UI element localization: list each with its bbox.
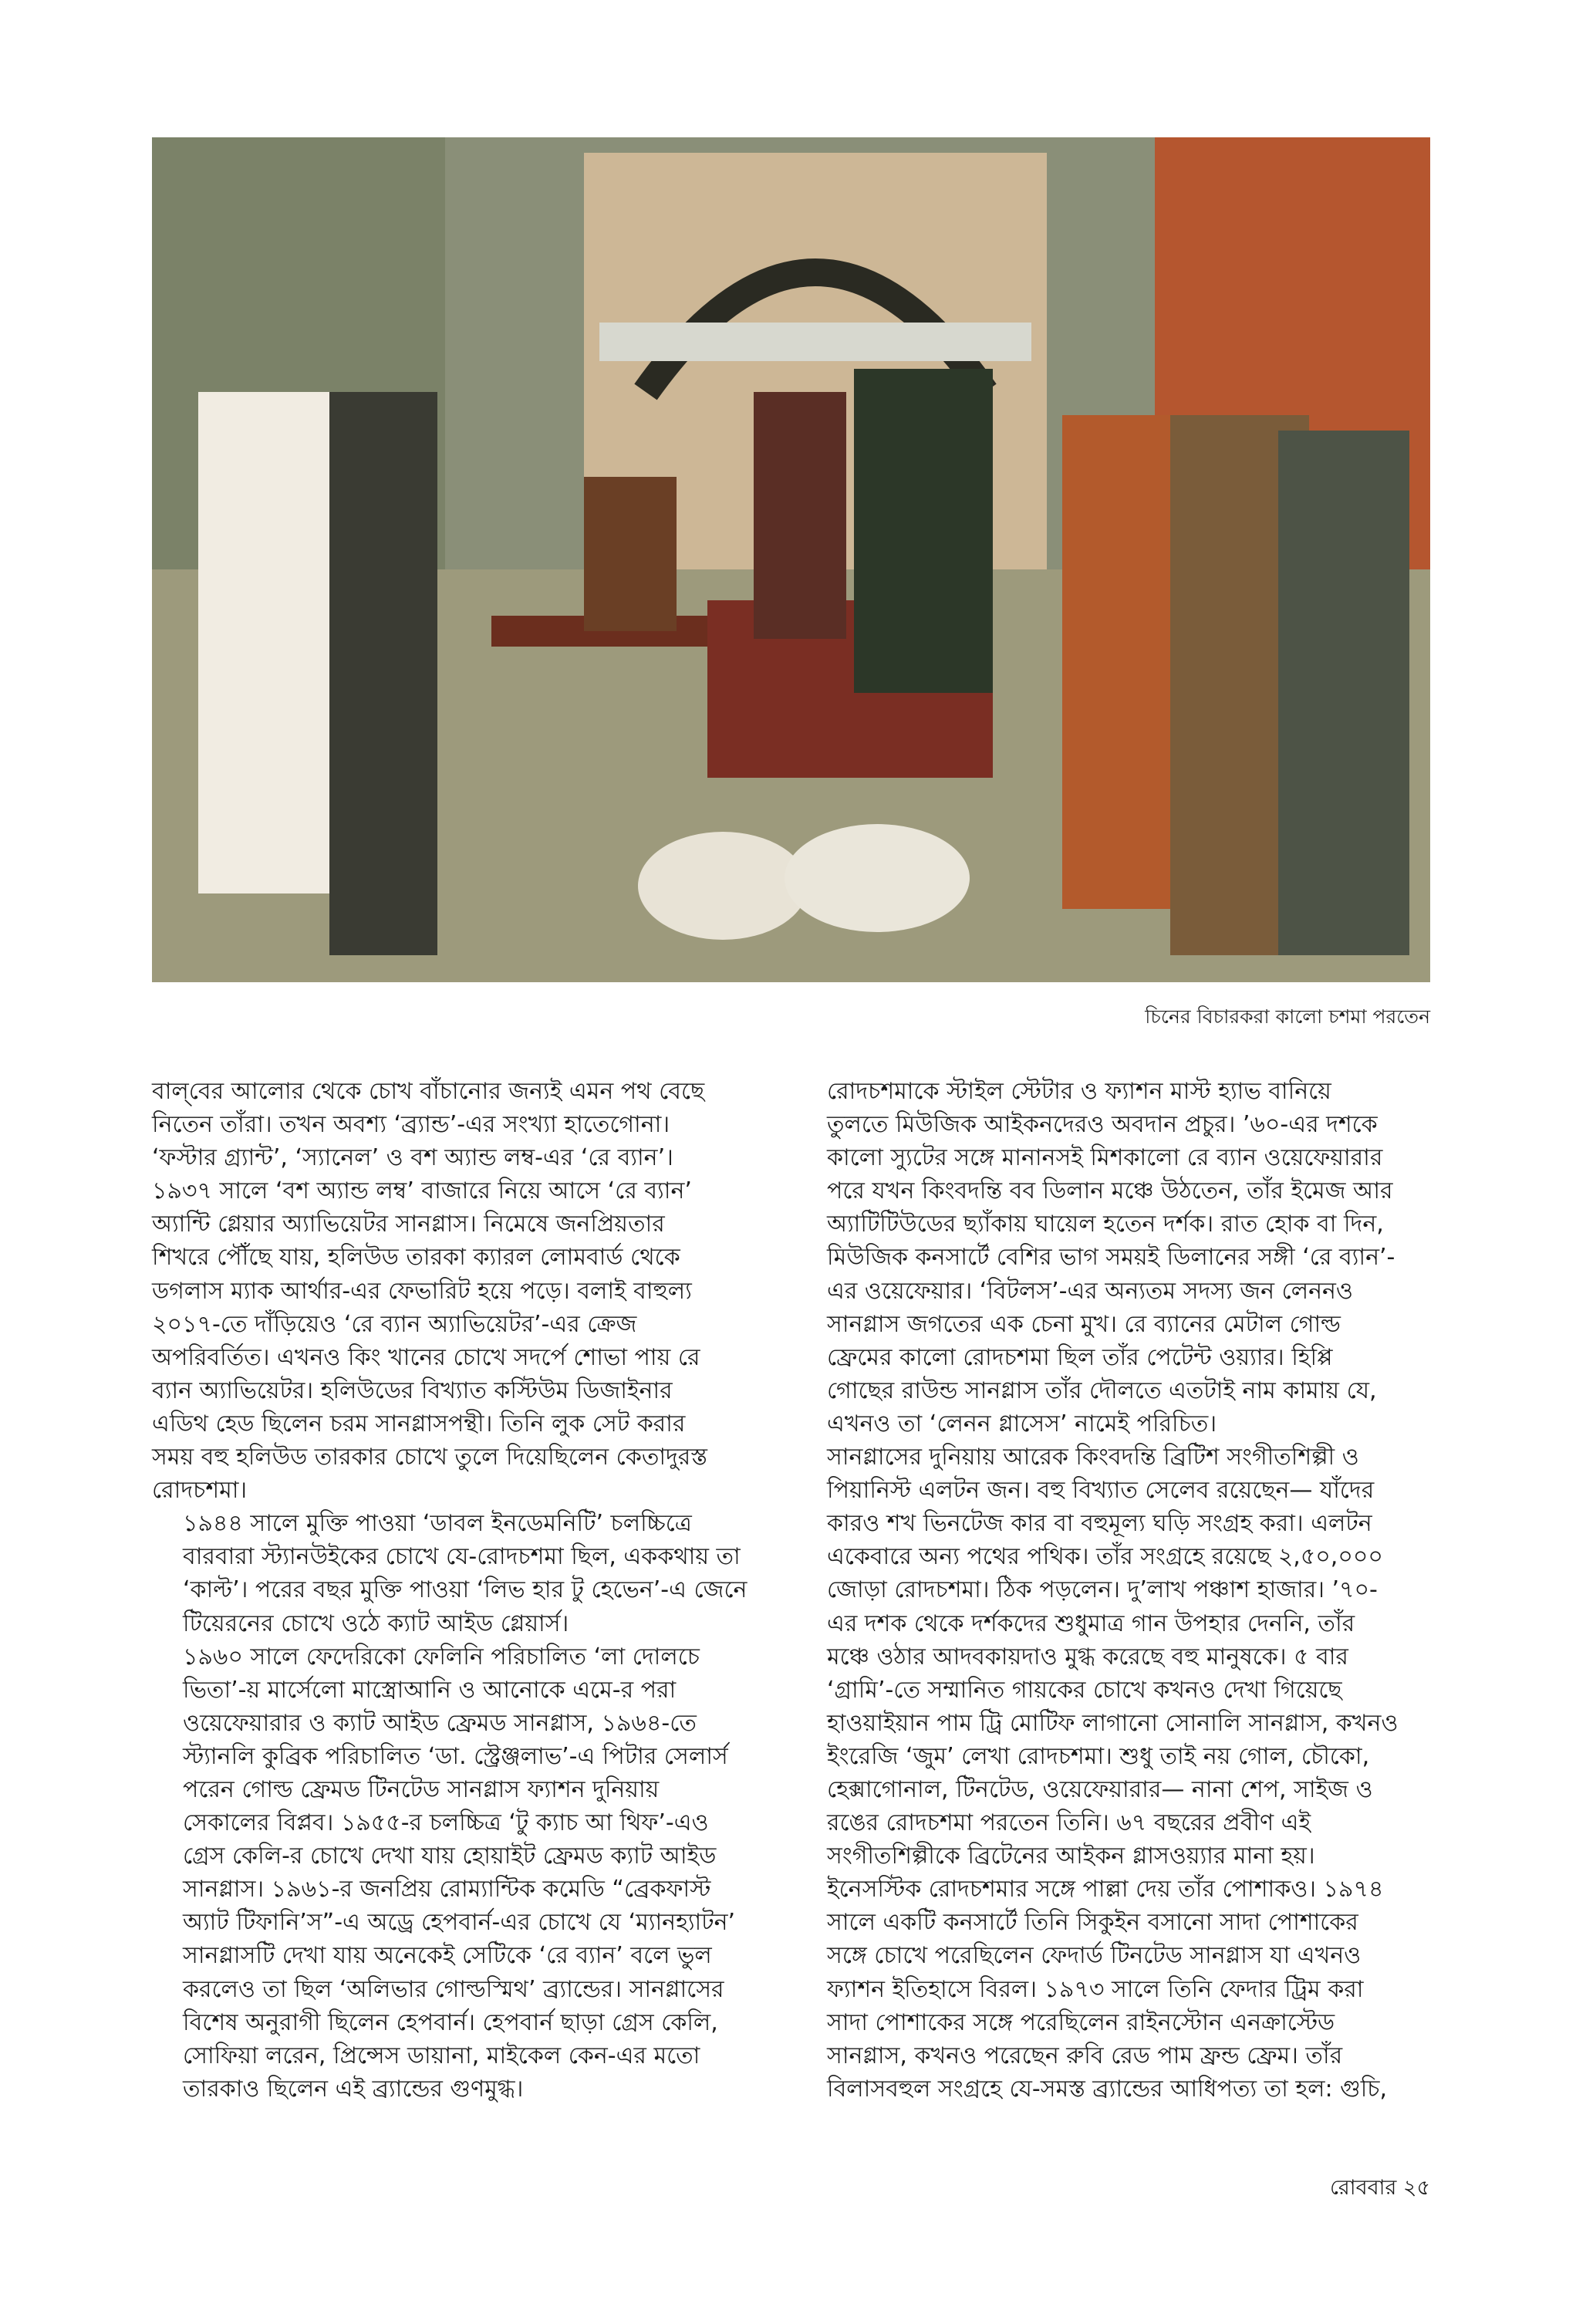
text-line: সংগীতশিল্পীকে ব্রিটেনের আইকন গ্লাসওয়্যার মানা হয়। — [827, 1843, 1315, 1870]
text-line: সানগ্লাসের দুনিয়ায় আরেক কিংবদন্তি ব্রিটিশ সংগীতশিল্পী ও — [827, 1444, 1359, 1471]
text-line: ১৯৬০ সালে ফেদেরিকো ফেলিনি পরিচালিত ‘লা দোলচে — [183, 1643, 700, 1670]
historical-photo-icon — [152, 137, 1430, 982]
text-line: বাল্‌বের আলোর থেকে চোখ বাঁচানোর জন্যই এমন পথ বেছে — [152, 1078, 705, 1105]
text-line: রোদচশমাকে স্টাইল স্টেটার ও ফ্যাশন মাস্ট হ্যাভ বানিয়ে — [827, 1078, 1331, 1105]
text-line: হাওয়াইয়ান পাম ট্রি মোটিফ লাগানো সোনালি সানগ্লাস, কখনও — [827, 1709, 1399, 1737]
text-line: সানগ্লাস জগতের এক চেনা মুখ। রে ব্যানের মেটাল গোল্ড — [827, 1310, 1341, 1338]
text-line: তুলতে মিউজিক আইকনদেরও অবদান প্রচুর। ’৬০-এর দশকে — [827, 1111, 1378, 1139]
text-line: অপরিবর্তিত। এখনও কিং খানের চোখে সদর্পে শোভা পায় রে — [152, 1343, 700, 1371]
historical-photo — [152, 137, 1430, 982]
text-line: পরেন গোল্ড ফ্রেমড টিনটেড সানগ্লাস ফ্যাশন দুনিয়ায় — [183, 1775, 660, 1803]
text-line: ওয়েফেয়ারার ও ক্যাট আইড ফ্রেমড সানগ্লাস, ১৯৬৪-তে — [183, 1709, 697, 1737]
text-line: সেকালের বিপ্লব। ১৯৫৫-র চলচ্চিত্র ‘টু ক্যাচ আ থিফ’-এও — [183, 1809, 709, 1837]
text-line: ইনেসস্টিক রোদচশমার সঙ্গে পাল্লা দেয় তাঁর পোশাকও। ১৯৭৪ — [827, 1876, 1384, 1903]
text-line: বিলাসবহুল সংগ্রহে যে-সমস্ত ব্র্যান্ডের আধিপত্য তা হল: গুচি, — [827, 2075, 1388, 2103]
text-line: টিয়েরনের চোখে ওঠে ক্যাট আইড গ্লেয়ার্স। — [183, 1610, 569, 1637]
photo-caption: চিনের বিচারকরা কালো চশমা পরতেন — [1145, 1005, 1430, 1028]
text-line: ‘কাল্ট’। পরের বছর মুক্তি পাওয়া ‘লিভ হার টু হেভেন’-এ জেনে — [183, 1576, 748, 1604]
text-line: ‘গ্রামি’-তে সম্মানিত গায়কের চোখে কখনও দেখা গিয়েছে — [827, 1676, 1342, 1704]
text-line: এখনও তা ‘লেনন গ্লাসেস’ নামেই পরিচিত। — [827, 1410, 1217, 1437]
right-column — [796, 1075, 1430, 2106]
paragraph — [796, 1075, 1430, 1441]
text-line: সময় বহু হলিউড তারকার চোখে তুলে দিয়েছিলেন কেতাদুরস্ত — [152, 1444, 707, 1471]
text-line: পরে যখন কিংবদন্তি বব ডিলান মঞ্চে উঠতেন, তাঁর ইমেজ আর — [827, 1177, 1393, 1205]
text-line: শিখরে পৌঁছে যায়, হলিউড তারকা ক্যারল লোমবার্ড থেকে — [152, 1244, 680, 1272]
text-line: সানগ্লাস। ১৯৬১-র জনপ্রিয় রোম্যান্টিক কমেডি “ব্রেকফাস্ট — [183, 1876, 711, 1903]
text-line: অ্যাটিটিউডের ছ্যাঁকায় ঘায়েল হতেন দর্শক। রাত হোক বা দিন, — [827, 1211, 1384, 1238]
paragraph — [152, 1075, 786, 1507]
text-line: স্ট্যানলি কুব্রিক পরিচালিত ‘ডা. স্ট্রেঞ্জলাভ’-এ পিটার সেলার্স — [183, 1742, 728, 1770]
text-line: একেবারে অন্য পথের পথিক। তাঁর সংগ্রহে রয়েছে ২,৫০,০০০ — [827, 1543, 1383, 1571]
text-line: হেক্সাগোনাল, টিনটেড, ওয়েফেয়ারার— নানা শেপ, সাইজ ও — [827, 1775, 1373, 1803]
text-line: ১৯৩৭ সালে ‘বশ অ্যান্ড লম্ব’ বাজারে নিয়ে আসে ‘রে ব্যান’ — [152, 1177, 692, 1205]
text-line: ‘ফস্টার গ্র্যান্ট’, ‘স্যানেল’ ও বশ অ্যান্ড লম্ব-এর ‘রে ব্যান’। — [152, 1144, 673, 1172]
text-line: ২০১৭-তে দাঁড়িয়েও ‘রে ব্যান অ্যাভিয়েটর’-এর ক্রেজ — [152, 1310, 637, 1338]
text-line: এর ওয়েফেয়ার। ‘বিটলস’-এর অন্যতম সদস্য জন লেননও — [827, 1277, 1353, 1305]
text-line: রোদচশমা। — [152, 1477, 248, 1505]
text-line: সানগ্লাসটি দেখা যায় অনেকেই সেটিকে ‘রে ব্যান’ বলে ভুল — [183, 1942, 712, 1970]
text-line: এর দশক থেকে দর্শকদের শুধুমাত্র গান উপহার দেননি, তাঁর — [827, 1610, 1355, 1637]
paragraph — [152, 1507, 786, 1640]
text-line: ফ্যাশন ইতিহাসে বিরল। ১৯৭৩ সালে তিনি ফেদার ট্রিম করা — [827, 1975, 1364, 2003]
text-line: অ্যান্টি গ্লেয়ার অ্যাভিয়েটর সানগ্লাস। নিমেষে জনপ্রিয়তার — [152, 1211, 665, 1238]
text-line: পিয়ানিস্ট এলটন জন। বহু বিখ্যাত সেলেব রয়েছেন— যাঁদের — [827, 1477, 1375, 1505]
text-line: সাদা পোশাকের সঙ্গে পরেছিলেন রাইনস্টোন এনক্রাস্টেড — [827, 2008, 1335, 2036]
text-line: অ্যাট টিফানি’স”-এ অড্রে হেপবার্ন-এর চোখে যে ‘ম্যানহ্যাটন’ — [183, 1909, 736, 1937]
left-column — [152, 1075, 786, 2106]
text-line: ভিতা’-য় মার্সেলো মাস্ত্রোআনি ও আনোকে এমে-র পরা — [183, 1676, 677, 1704]
page-folio: রোববার ২৫ — [1329, 2176, 1430, 2200]
text-line: মিউজিক কনসার্টে বেশির ভাগ সময়ই ডিলানের সঙ্গী ‘রে ব্যান’- — [827, 1244, 1395, 1272]
text-line: গ্রেস কেলি-র চোখে দেখা যায় হোয়াইট ফ্রেমড ক্যাট আইড — [183, 1843, 717, 1870]
paragraph — [796, 1441, 1430, 2106]
text-line: বারবারা স্ট্যানউইকের চোখে যে-রোদচশমা ছিল, এককথায় তা — [183, 1543, 741, 1571]
text-line: মঞ্চে ওঠার আদবকায়দাও মুগ্ধ করেছে বহু মানুষকে। ৫ বার — [827, 1643, 1348, 1670]
text-line: সোফিয়া লরেন, প্রিন্সেস ডায়ানা, মাইকেল কেন-এর মতো — [183, 2042, 700, 2069]
text-line: কারও শখ ভিনটেজ কার বা বহুমূল্য ঘড়ি সংগ্রহ করা। এলটন — [827, 1510, 1372, 1538]
text-line: ব্যান অ্যাভিয়েটর। হলিউডের বিখ্যাত কস্টিউম ডিজাইনার — [152, 1376, 673, 1404]
text-line: নিতেন তাঁরা। তখন অবশ্য ‘ব্র্যান্ড’-এর সংখ্যা হাতেগোনা। — [152, 1111, 670, 1139]
text-line: এডিথ হেড ছিলেন চরম সানগ্লাসপন্থী। তিনি লুক সেট করার — [152, 1410, 686, 1437]
text-line: সঙ্গে চোখে পরেছিলেন ফেদার্ড টিনটেড সানগ্লাস যা এখনও — [827, 1942, 1362, 1970]
text-line: জোড়া রোদচশমা। ঠিক পড়লেন। দু’লাখ পঞ্চাশ হাজার। ’৭০- — [827, 1576, 1378, 1604]
text-line: ডগলাস ম্যাক আর্থার-এর ফেভারিট হয়ে পড়ে। বলাই বাহুল্য — [152, 1277, 692, 1305]
text-line: গোছের রাউন্ড সানগ্লাস তাঁর দৌলতে এতটাই নাম কামায় যে, — [827, 1376, 1377, 1404]
text-line: সালে একটি কনসার্টে তিনি সিকুইন বসানো সাদা পোশাকের — [827, 1909, 1358, 1937]
text-line: ফ্রেমের কালো রোদচশমা ছিল তাঁর পেটেন্ট ওয়্যার। হিপ্পি — [827, 1343, 1333, 1371]
text-line: তারকাও ছিলেন এই ব্র্যান্ডের গুণমুগ্ধ। — [183, 2075, 524, 2103]
text-line: কালো স্যুটের সঙ্গে মানানসই মিশকালো রে ব্যান ওয়েফেয়ারার — [827, 1144, 1383, 1172]
text-line: সানগ্লাস, কখনও পরেছেন রুবি রেড পাম ফ্রন্ড ফ্রেম। তাঁর — [827, 2042, 1343, 2069]
text-line: ইংরেজি ‘জুম’ লেখা রোদচশমা। শুধু তাই নয় গোল, চৌকো, — [827, 1742, 1370, 1770]
text-line: রঙের রোদচশমা পরতেন তিনি। ৬৭ বছরের প্রবীণ এই — [827, 1809, 1311, 1837]
text-line: বিশেষ অনুরাগী ছিলেন হেপবার্ন। হেপবার্ন ছাড়া গ্রেস কেলি, — [183, 2008, 718, 2036]
text-line: করলেও তা ছিল ‘অলিভার গোল্ডস্মিথ’ ব্র্যান্ডের। সানগ্লাসের — [183, 1975, 724, 2003]
text-line: ১৯৪৪ সালে মুক্তি পাওয়া ‘ডাবল ইনডেমনিটি’ চলচ্চিত্রে — [183, 1510, 692, 1538]
paragraph — [152, 1640, 786, 2106]
